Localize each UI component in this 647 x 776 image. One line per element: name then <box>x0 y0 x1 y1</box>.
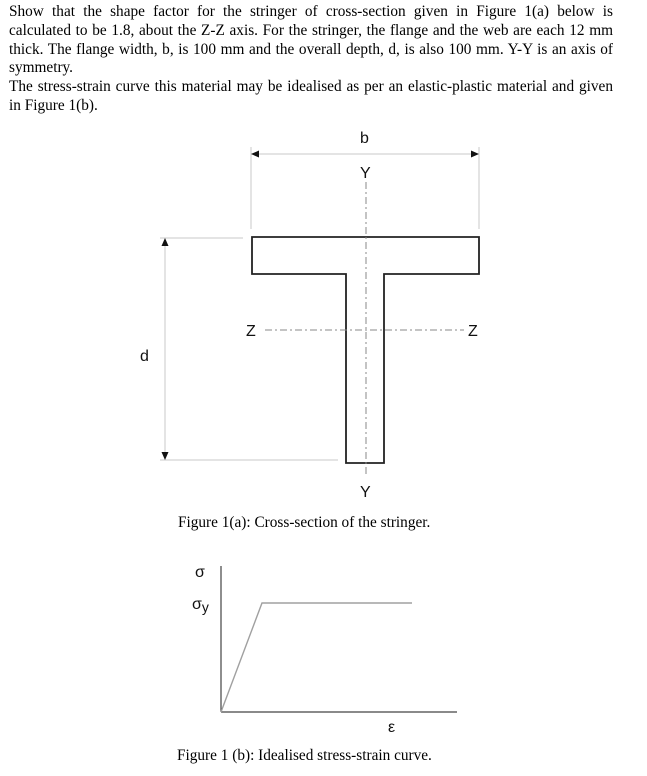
z-axis-right-label: Z <box>468 323 478 340</box>
yield-stress-label: σy <box>192 596 209 615</box>
figure-1b-stress-strain <box>192 564 457 736</box>
arrow-up-icon <box>162 238 169 246</box>
z-axis-left-label: Z <box>246 323 256 340</box>
figure-1a-caption: Figure 1(a): Cross-section of the stringer. <box>178 514 431 531</box>
stress-axis-label: σ <box>195 564 205 581</box>
y-axis-top-label: Y <box>360 165 371 182</box>
arrow-right-icon <box>471 151 479 158</box>
width-label: b <box>360 130 369 147</box>
depth-label: d <box>140 348 149 365</box>
figure-1b-caption: Figure 1 (b): Idealised stress-strain curve. <box>177 747 432 764</box>
problem-paragraph-2: The stress-strain curve this material may be idealised as per an elastic-plastic material and given in Figure 1(b). <box>9 78 613 114</box>
y-axis-bottom-label: Y <box>360 484 371 501</box>
width-dimension <box>251 147 479 229</box>
strain-axis-label: ε <box>388 719 396 736</box>
arrow-left-icon <box>251 151 259 158</box>
problem-paragraph-1: Show that the shape factor for the stringer of cross-section given in Figure 1(a) below is calculated to be 1.8, about the Z-Z axis. For the stringer, the flange and the web are each 12 mm thick. The flange width, b, is 100 mm and the overall depth, d, is also 100 mm. Y-Y is an axis of symmetry. <box>9 3 613 77</box>
stress-strain-curve <box>221 603 412 712</box>
arrow-down-icon <box>162 452 169 460</box>
